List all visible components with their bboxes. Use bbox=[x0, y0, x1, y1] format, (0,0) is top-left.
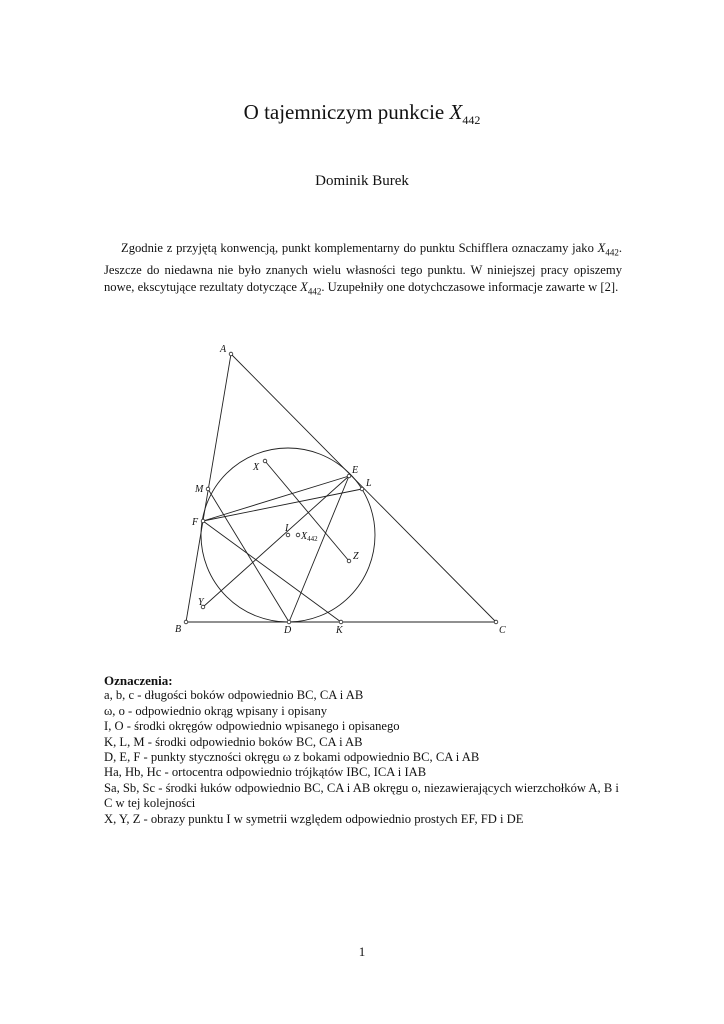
line-xz bbox=[265, 461, 349, 561]
point-x442 bbox=[296, 533, 300, 537]
line-dm bbox=[208, 489, 289, 622]
author-name: Dominik Burek bbox=[315, 173, 409, 189]
paper-title bbox=[0, 100, 724, 128]
line-fe bbox=[203, 476, 349, 521]
line-fl bbox=[203, 489, 362, 521]
abstract-sub-2: 442 bbox=[307, 286, 322, 297]
label-f: F bbox=[192, 517, 199, 528]
notation-line: Sa, Sb, Sc - środki łuków odpowiednio BC, CA i AB okręgu o, niezawierających wierzchołków A, B i C w tej kolejności bbox=[104, 780, 619, 811]
point-k bbox=[339, 620, 343, 624]
label-x: X bbox=[253, 462, 260, 473]
abstract-text-2: . Jeszcze do niedawna nie było znanych wielu własności tego punktu. W niniejszej pracy opiszemy nowe, ekscytujące rezultaty dotyczące bbox=[104, 241, 622, 294]
point-l bbox=[360, 487, 364, 491]
point-c bbox=[494, 620, 498, 624]
notation-line: I, O - środki okręgów odpowiednio wpisanego i opisanego bbox=[104, 719, 400, 734]
title-text: O tajemniczym punkcie bbox=[243, 100, 450, 124]
label-x442 bbox=[300, 531, 318, 543]
notation-heading: Oznaczenia: bbox=[104, 673, 173, 688]
line-fk bbox=[203, 521, 341, 622]
point-f bbox=[201, 519, 205, 523]
line-ey bbox=[203, 476, 349, 607]
abstract-text-3: . Uzupełniły one dotychczasowe informacje zawarte w [2]. bbox=[321, 279, 619, 294]
notation-section bbox=[104, 673, 624, 827]
label-l: L bbox=[366, 478, 372, 489]
label-x442-subscript: 442 bbox=[307, 535, 318, 543]
abstract-paragraph bbox=[104, 240, 622, 300]
point-e bbox=[347, 474, 351, 478]
point-x bbox=[263, 459, 267, 463]
label-b: B bbox=[175, 624, 182, 635]
notation-line: K, L, M - środki odpowiednio boków BC, CA i AB bbox=[104, 734, 363, 749]
title-subscript: 442 bbox=[462, 113, 481, 128]
abstract-text-1: Zgodnie z przyjętą konwencją, punkt komplementarny do punktu Schifflera oznaczamy jako bbox=[121, 241, 598, 255]
title-symbol: X bbox=[449, 100, 463, 124]
point-d bbox=[287, 620, 291, 624]
notation-line: D, E, F - punkty styczności okręgu ω z bokami odpowiednio BC, CA i AB bbox=[104, 750, 480, 765]
label-e: E bbox=[352, 465, 359, 476]
abstract-symbol-2: X bbox=[300, 279, 308, 294]
notation-line: X, Y, Z - obrazy punktu I w symetrii względem odpowiednio prostych EF, FD i DE bbox=[104, 811, 524, 826]
point-z bbox=[347, 559, 351, 563]
notation-line: Ha, Hb, Hc - ortocentra odpowiednio trójkątów IBC, ICA i IAB bbox=[104, 765, 427, 780]
label-x442-symbol: X bbox=[301, 531, 308, 542]
point-a bbox=[229, 352, 233, 356]
page-number: 1 bbox=[358, 944, 366, 959]
point-m bbox=[206, 487, 210, 491]
label-i: I bbox=[285, 523, 289, 534]
abstract-sub-1: 442 bbox=[605, 247, 619, 258]
label-k: K bbox=[336, 625, 343, 636]
notation-line: a, b, c - długości boków odpowiednio BC, CA i AB bbox=[104, 688, 364, 703]
geometry-figure bbox=[0, 330, 724, 650]
label-d: D bbox=[284, 625, 292, 636]
label-m: M bbox=[195, 484, 204, 495]
abstract-symbol-1: X bbox=[597, 241, 606, 255]
label-z: Z bbox=[353, 551, 359, 562]
label-y: Y bbox=[198, 597, 204, 608]
notation-line: ω, o - odpowiednio okrąg wpisany i opisany bbox=[104, 703, 328, 718]
label-a: A bbox=[220, 344, 227, 355]
label-c: C bbox=[499, 625, 506, 636]
point-b bbox=[184, 620, 188, 624]
